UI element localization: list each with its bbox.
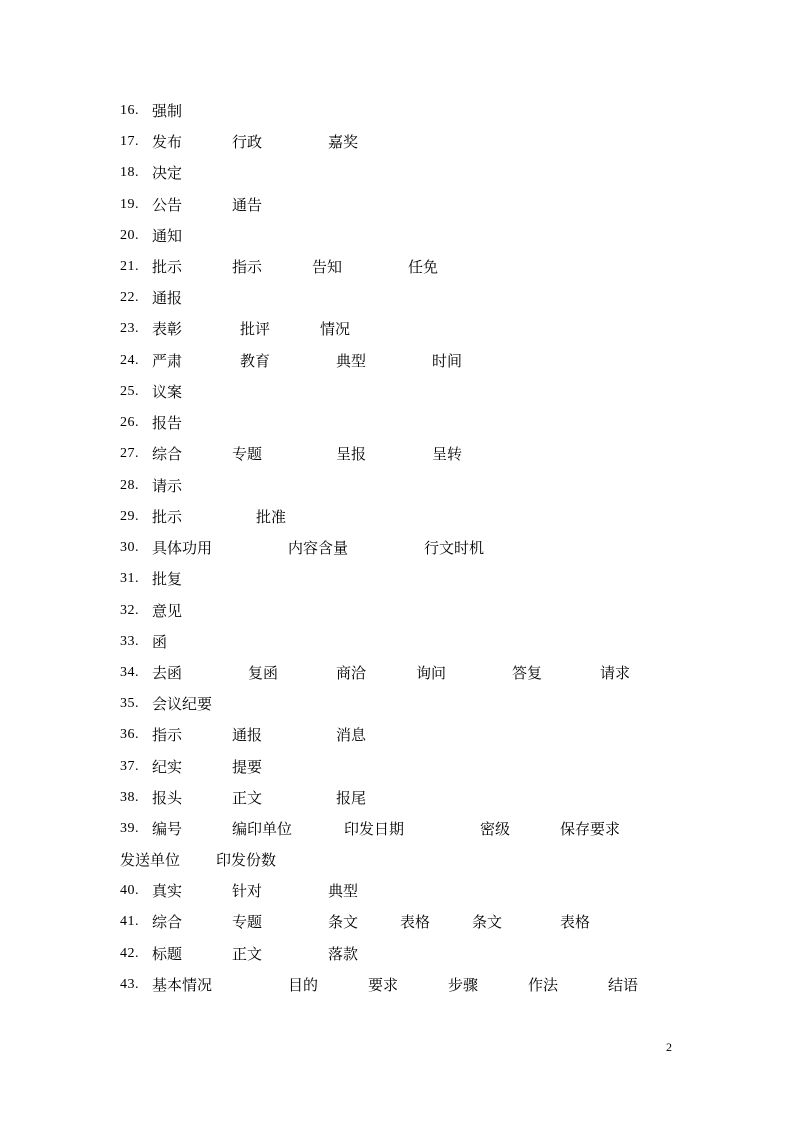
term: 指示 xyxy=(232,258,263,276)
term: 印发日期 xyxy=(344,820,405,838)
term: 批准 xyxy=(256,508,287,526)
term: 去函 xyxy=(152,664,183,682)
term: 强制 xyxy=(152,102,183,120)
term: 编号 xyxy=(152,820,183,838)
item-number: 22. xyxy=(120,290,139,305)
item-number: 35. xyxy=(120,696,139,711)
term: 告知 xyxy=(312,258,343,276)
term: 时间 xyxy=(432,352,463,370)
term: 提要 xyxy=(232,758,263,776)
item-number: 32. xyxy=(120,603,139,618)
term: 发布 xyxy=(152,133,183,151)
term: 通知 xyxy=(152,227,183,245)
term: 表彰 xyxy=(152,320,183,338)
item-number: 29. xyxy=(120,509,139,524)
item-number: 18. xyxy=(120,165,139,180)
term: 专题 xyxy=(232,913,263,931)
term: 内容含量 xyxy=(288,539,349,557)
term: 正文 xyxy=(232,789,263,807)
term: 典型 xyxy=(328,882,359,900)
item-number: 37. xyxy=(120,759,139,774)
term: 通报 xyxy=(232,726,263,744)
item-number: 38. xyxy=(120,790,139,805)
item-number: 41. xyxy=(120,914,139,929)
term: 结语 xyxy=(608,976,639,994)
term: 目的 xyxy=(288,976,319,994)
item-number: 20. xyxy=(120,228,139,243)
term: 议案 xyxy=(152,383,183,401)
page-number: 2 xyxy=(666,1040,672,1054)
term: 决定 xyxy=(152,164,183,182)
term: 批评 xyxy=(240,320,271,338)
term: 嘉奖 xyxy=(328,133,359,151)
term: 表格 xyxy=(560,913,591,931)
term: 综合 xyxy=(152,913,183,931)
term: 任免 xyxy=(408,258,439,276)
term: 行文时机 xyxy=(424,539,485,557)
term: 条文 xyxy=(328,913,359,931)
term: 公告 xyxy=(152,196,183,214)
item-number: 40. xyxy=(120,883,139,898)
term: 批复 xyxy=(152,570,183,588)
item-number: 31. xyxy=(120,571,139,586)
item-number: 30. xyxy=(120,540,139,555)
item-number: 16. xyxy=(120,103,139,118)
term: 答复 xyxy=(512,664,543,682)
term: 通报 xyxy=(152,289,183,307)
term: 标题 xyxy=(152,945,183,963)
term: 表格 xyxy=(400,913,431,931)
term: 会议纪要 xyxy=(152,695,213,713)
item-number: 17. xyxy=(120,134,139,149)
term: 请求 xyxy=(600,664,631,682)
term: 真实 xyxy=(152,882,183,900)
item-number: 36. xyxy=(120,727,139,742)
term: 严肃 xyxy=(152,352,183,370)
term: 报尾 xyxy=(336,789,367,807)
term: 正文 xyxy=(232,945,263,963)
term: 意见 xyxy=(152,602,183,620)
term: 复函 xyxy=(248,664,279,682)
item-number: 43. xyxy=(120,977,139,992)
term: 通告 xyxy=(232,196,263,214)
item-number: 27. xyxy=(120,446,139,461)
term: 批示 xyxy=(152,258,183,276)
term: 请示 xyxy=(152,477,183,495)
term: 综合 xyxy=(152,445,183,463)
term: 指示 xyxy=(152,726,183,744)
term: 报告 xyxy=(152,414,183,432)
item-number: 23. xyxy=(120,321,139,336)
term: 呈转 xyxy=(432,445,463,463)
term: 典型 xyxy=(336,352,367,370)
term: 行政 xyxy=(232,133,263,151)
item-number: 34. xyxy=(120,665,139,680)
term: 函 xyxy=(152,633,168,651)
term: 具体功用 xyxy=(152,539,213,557)
term: 批示 xyxy=(152,508,183,526)
term: 呈报 xyxy=(336,445,367,463)
item-number: 25. xyxy=(120,384,139,399)
term: 消息 xyxy=(336,726,367,744)
term: 要求 xyxy=(368,976,399,994)
term: 条文 xyxy=(472,913,503,931)
term: 询问 xyxy=(416,664,447,682)
item-number: 39. xyxy=(120,821,139,836)
item-number: 26. xyxy=(120,415,139,430)
term: 密级 xyxy=(480,820,511,838)
term: 商洽 xyxy=(336,664,367,682)
item-number: 33. xyxy=(120,634,139,649)
item-number: 21. xyxy=(120,259,139,274)
term: 报头 xyxy=(152,789,183,807)
term: 情况 xyxy=(320,320,351,338)
term: 落款 xyxy=(328,945,359,963)
item-number: 19. xyxy=(120,197,139,212)
term: 纪实 xyxy=(152,758,183,776)
item-number: 28. xyxy=(120,478,139,493)
term: 专题 xyxy=(232,445,263,463)
term: 印发份数 xyxy=(216,851,277,869)
term: 基本情况 xyxy=(152,976,213,994)
term: 步骤 xyxy=(448,976,479,994)
term: 保存要求 xyxy=(560,820,621,838)
term: 发送单位 xyxy=(120,851,181,869)
term: 作法 xyxy=(528,976,559,994)
item-number: 24. xyxy=(120,353,139,368)
term: 编印单位 xyxy=(232,820,293,838)
term: 教育 xyxy=(240,352,271,370)
item-number: 42. xyxy=(120,946,139,961)
term: 针对 xyxy=(232,882,263,900)
